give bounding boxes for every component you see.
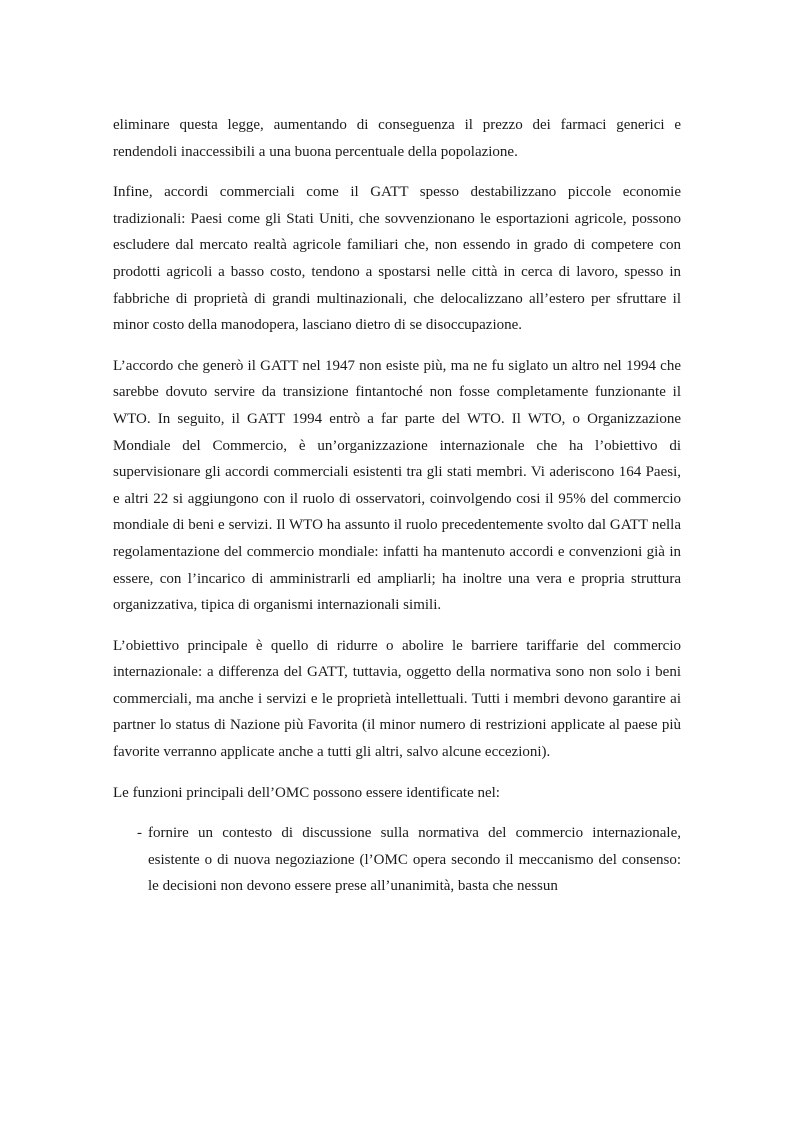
paragraph-wto-objective: L’obiettivo principale è quello di ridurre o abolire le barriere tariffarie del commercio internazionale: a differenza del GATT, tuttavia, oggetto della normativa sono non solo i beni commerciali, ma anche i servizi e le proprietà intellettuali. Tutti i membri devono garantire ai partner lo status di Nazione più Favorita (il minor numero di restrizioni applicate al paese più favorite verranno applicate anche a tutti gli altri, salvo alcune eccezioni). <box>113 637 681 761</box>
list-item <box>113 820 681 900</box>
functions-list <box>113 820 681 900</box>
paragraph-gatt-economies: Infine, accordi commerciali come il GATT spesso destabilizzano piccole economie tradizionali: Paesi come gli Stati Uniti, che sovvenzionano le esportazioni agricole, possono escludere dal mercato realtà agricole familiari che, non essendo in grado di competere con prodotti agricoli a basso costo, tendono a spostarsi nelle città in cerca di lavoro, spesso in fabbriche di proprietà di grandi multinazionali, che delocalizzano all’estero per sfruttare il minor costo della manodopera, lasciano dietro di se disoccupazione. <box>113 184 681 334</box>
paragraph-wto-origin: L’accordo che generò il GATT nel 1947 non esiste più, ma ne fu siglato un altro nel 1994 che sarebbe dovuto servire da transizione fintantoché non fosse completamente funzionante il WTO. In seguito, il GATT 1994 entrò a far parte del WTO. Il WTO, o Organizzazione Mondiale del Commercio, è un’organizzazione internazionale che ha l’obiettivo di supervisionare gli accordi commerciali esistenti tra gli stati membri. Vi aderiscono 164 Paesi, e altri 22 si aggiungono con il ruolo di osservatori, coinvolgendo cosi il 95% del commercio mondiale di beni e servizi. Il WTO ha assunto il ruolo precedentemente svolto dal GATT nella regolamentazione del commercio mondiale: infatti ha mantenuto accordi e convenzioni già in essere, con l’incarico di amministrarli ed ampliarli; ha inoltre una vera e propria struttura organizzativa, tipica di organismi internazionali simili. <box>113 357 681 614</box>
paragraph-omc-functions-intro: Le funzioni principali dell’OMC possono essere identificate nel: <box>113 784 500 801</box>
document-page <box>113 112 681 900</box>
paragraph-generic-drugs: eliminare questa legge, aumentando di conseguenza il prezzo dei farmaci generici e rendendoli inaccessibili a una buona percentuale della popolazione. <box>113 117 681 160</box>
list-bullet: - <box>137 825 142 842</box>
list-item-text: fornire un contesto di discussione sulla normativa del commercio internazionale, esistente o di nuova negoziazione (l’OMC opera secondo il meccanismo del consenso: le decisioni non devono essere prese all’unanimità, basta che nessun <box>148 825 681 895</box>
